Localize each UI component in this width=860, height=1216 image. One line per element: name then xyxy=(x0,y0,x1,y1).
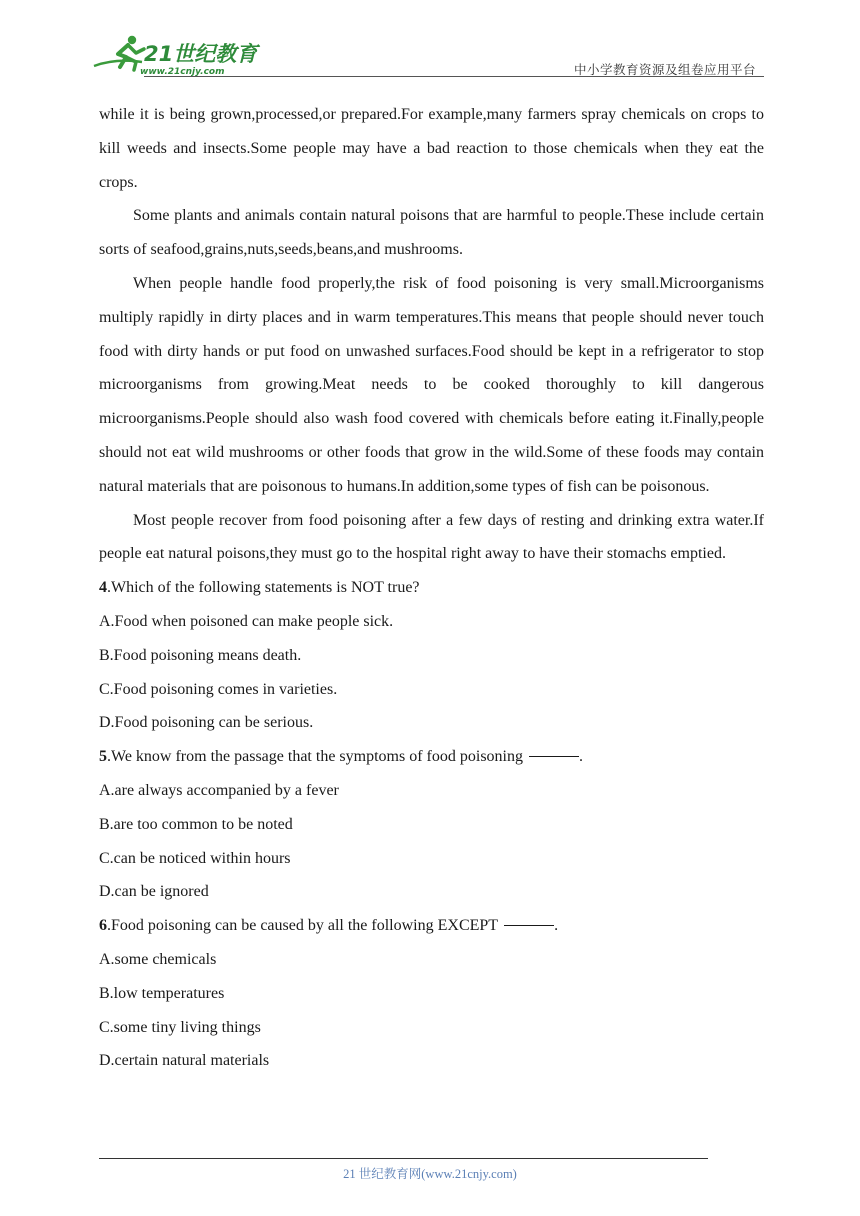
option: A.Food when poisoned can make people sick. xyxy=(99,612,394,630)
answer-blank xyxy=(529,756,579,757)
passage-paragraph: Some plants and animals contain natural poisons that are harmful to people.These include certain sorts of seafood,grains,nuts,seeds,beans,and mushrooms. xyxy=(99,207,764,259)
site-logo xyxy=(92,34,262,76)
question-4 xyxy=(99,571,764,605)
logo-url: www.21cnjy.com xyxy=(140,67,225,76)
passage-paragraph: When people handle food properly,the risk of food poisoning is very small.Microorganisms multiply rapidly in dirty places and in warm temperatures.This means that people should never touch food with dirty hands or put food on unwashed surfaces.Food should be kept in a refrigerator to stop microorganisms from growing.Meat needs to be cooked thoroughly to kill dangerous microorganisms.People should also wash food covered with chemicals before eating it.Finally,people should not eat wild mushrooms or other foods that grow in the wild.Some of these foods may contain natural materials that are poisonous to humans.In addition,some types of fish can be poisonous. xyxy=(99,274,764,495)
passage-paragraph: Most people recover from food poisoning after a few days of resting and drinking extra water.If people eat natural poisons,they must go to the hospital right away to have their stomachs emptied. xyxy=(99,511,764,563)
question-text: .We know from the passage that the symptoms of food poisoning xyxy=(107,748,523,766)
option: C.can be noticed within hours xyxy=(99,849,291,867)
page-footer: 21 世纪教育网(www.21cnjy.com) xyxy=(343,1167,517,1181)
option: D.certain natural materials xyxy=(99,1052,270,1070)
option: C.Food poisoning comes in varieties. xyxy=(99,680,338,698)
option: D.Food poisoning can be serious. xyxy=(99,714,314,732)
header-divider xyxy=(144,76,764,77)
option: D.can be ignored xyxy=(99,883,209,901)
logo-text: 21世纪教育 xyxy=(144,42,258,66)
question-end: . xyxy=(554,917,559,935)
option: B.low temperatures xyxy=(99,984,225,1002)
runner-icon xyxy=(94,36,144,70)
question-number: 6 xyxy=(99,917,107,935)
question-number: 4 xyxy=(99,579,107,597)
question-end: . xyxy=(578,748,583,766)
option: A.are always accompanied by a fever xyxy=(99,781,339,799)
option: A.some chemicals xyxy=(99,950,217,968)
option: C.some tiny living things xyxy=(99,1018,261,1036)
question-text: .Food poisoning can be caused by all the following EXCEPT xyxy=(107,917,499,935)
answer-blank xyxy=(504,925,554,926)
footer-divider xyxy=(99,1158,708,1159)
question-6 xyxy=(99,909,764,943)
option: B.are too common to be noted xyxy=(99,815,293,833)
passage-paragraph: while it is being grown,processed,or prepared.For example,many farmers spray chemicals on crops to kill weeds and insects.Some people may have a bad reaction to those chemicals when they eat the crops. xyxy=(99,106,764,191)
question-text: .Which of the following statements is NOT true? xyxy=(107,579,420,597)
option: B.Food poisoning means death. xyxy=(99,646,302,664)
page-header xyxy=(92,30,764,78)
platform-name: 中小学教育资源及组卷应用平台 xyxy=(573,62,756,77)
document-body xyxy=(99,98,764,1078)
question-5 xyxy=(99,740,764,774)
question-number: 5 xyxy=(99,748,107,766)
